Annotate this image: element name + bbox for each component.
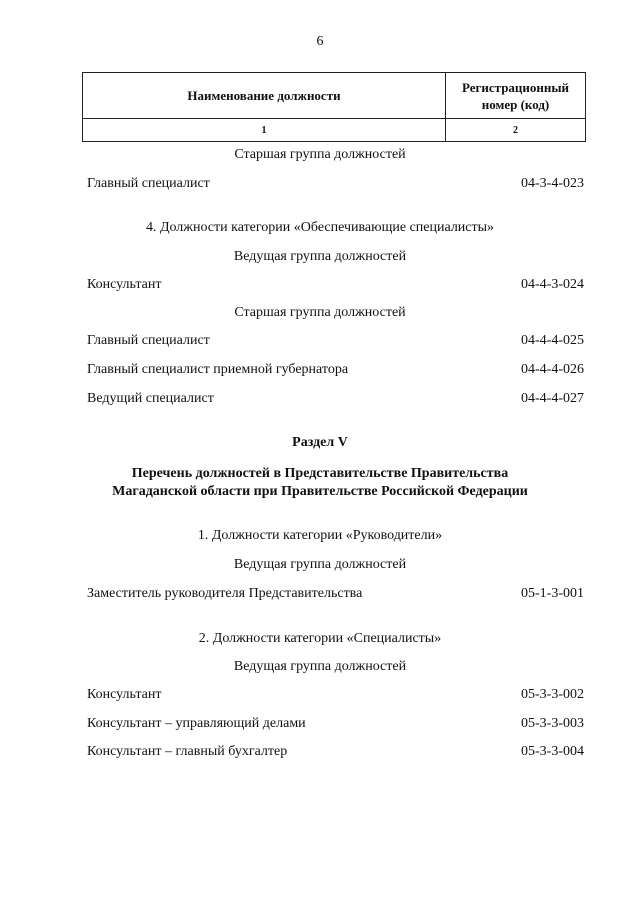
position-row	[87, 716, 584, 732]
position-row	[87, 333, 584, 349]
position-title: Главный специалист приемной губернатора	[87, 362, 349, 377]
position-row	[87, 391, 584, 407]
position-title: Консультант – управляющий делами	[87, 716, 306, 731]
position-code: 05-1-3-001	[521, 586, 584, 601]
section-heading: Раздел V	[292, 435, 348, 450]
position-code: 04-3-4-023	[521, 176, 584, 191]
position-code: 04-4-3-024	[521, 277, 584, 292]
category-heading: 1. Должности категории «Руководители»	[197, 528, 443, 543]
position-row	[87, 176, 584, 192]
positions-table-header	[82, 72, 586, 142]
group-heading: Старшая группа должностей	[234, 147, 406, 162]
position-row	[87, 586, 584, 602]
position-title: Главный специалист	[87, 176, 210, 191]
position-code: 05-3-3-002	[521, 687, 584, 702]
position-title: Главный специалист	[87, 333, 210, 348]
position-code: 05-3-3-003	[521, 716, 584, 731]
group-heading: Ведущая группа должностей	[233, 557, 407, 572]
column-number-1: 1	[83, 119, 446, 142]
position-title: Ведущий специалист	[87, 391, 214, 406]
category-heading: 4. Должности категории «Обеспечивающие специалисты»	[145, 220, 495, 235]
group-heading: Ведущая группа должностей	[233, 249, 407, 264]
page-number: 6	[316, 34, 324, 49]
position-title: Консультант	[87, 277, 162, 292]
position-code: 04-4-4-027	[521, 391, 584, 406]
position-row	[87, 687, 584, 703]
position-code: 04-4-4-026	[521, 362, 584, 377]
position-code: 05-3-3-004	[521, 744, 584, 759]
section-title-line-1: Перечень должностей в Представительстве Правительства	[131, 466, 509, 481]
column-header-registration-code	[446, 73, 586, 119]
position-title: Консультант – главный бухгалтер	[87, 744, 288, 759]
position-code: 04-4-4-025	[521, 333, 584, 348]
column-number-2: 2	[446, 119, 586, 142]
group-heading: Старшая группа должностей	[234, 305, 406, 320]
position-title: Заместитель руководителя Представительства	[87, 586, 363, 601]
column-header-code-line2: номер (код)	[481, 96, 550, 112]
column-header-position-name: Наименование должности	[83, 73, 446, 119]
position-row	[87, 277, 584, 293]
position-row	[87, 362, 584, 378]
position-row	[87, 744, 584, 760]
category-heading: 2. Должности категории «Специалисты»	[198, 631, 442, 646]
group-heading: Ведущая группа должностей	[233, 659, 407, 674]
section-title-line-2: Магаданской области при Правительстве Российской Федерации	[112, 484, 528, 499]
column-header-code-line1: Регистрационный	[461, 79, 570, 95]
position-title: Консультант	[87, 687, 162, 702]
